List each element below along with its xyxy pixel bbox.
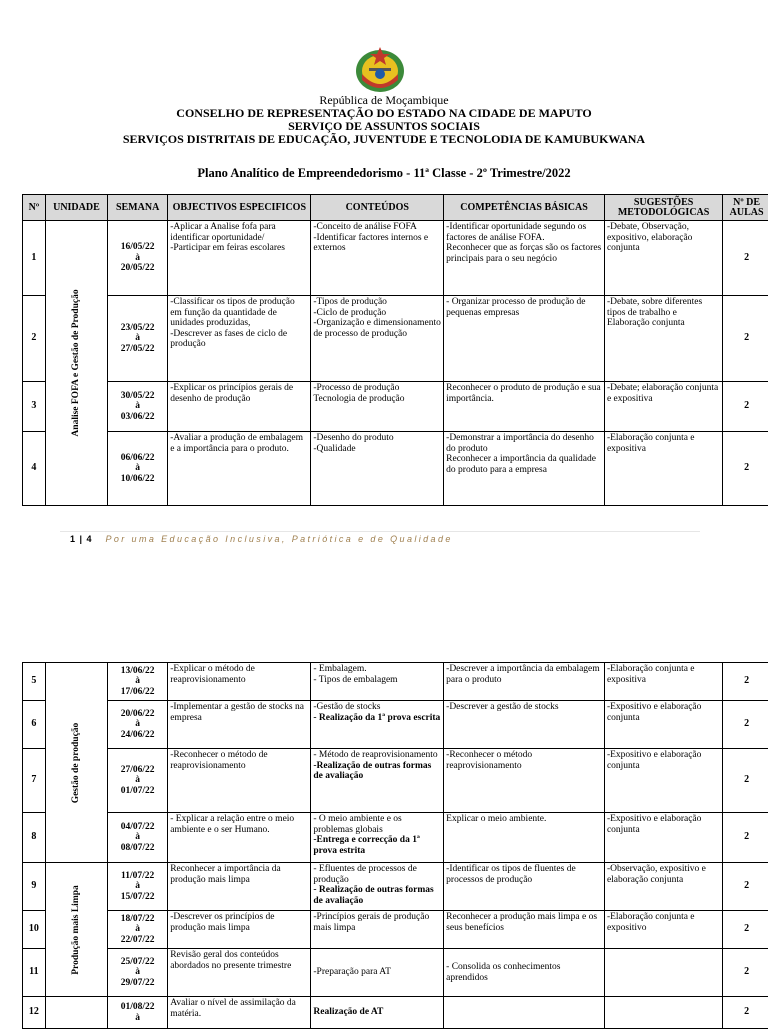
- suggestions-cell: -Expositivo e elaboração conjunta: [604, 749, 722, 813]
- plan-table-page-1: [22, 194, 768, 506]
- row-number: 3: [23, 382, 46, 432]
- row-number: 2: [23, 296, 46, 382]
- objectives-cell: -Aplicar a Analise fofa para identificar oportunidade/ -Participar em feiras escolares: [168, 221, 311, 296]
- objectives-cell: -Descrever os princípios de produção mais limpa: [168, 911, 311, 949]
- week-cell: 04/07/22 à 08/07/22: [108, 813, 168, 863]
- contents-cell: -Desenho do produto -Qualidade: [311, 432, 444, 506]
- table-row: [23, 863, 768, 911]
- row-number: 1: [23, 221, 46, 296]
- suggestions-cell: -Expositivo e elaboração conjunta: [604, 813, 722, 863]
- table-row: [23, 749, 768, 813]
- objectives-cell: Reconhecer a importância da produção mais limpa: [168, 863, 311, 911]
- row-number: 12: [23, 997, 46, 1029]
- unit-label: Gestão de produção: [71, 722, 82, 803]
- district-line: SERVIÇOS DISTRITAIS DE EDUCAÇÃO, JUVENTUDE E TECNOLODIA DE KAMUBUKWANA: [0, 133, 768, 146]
- plan-title: Plano Analítico de Empreendedorismo - 11ª Classe - 2º Trimestre/2022: [0, 166, 768, 181]
- table-header-row: [23, 195, 768, 221]
- lessons-cell: 2: [723, 296, 768, 382]
- week-cell: 20/06/22 à 24/06/22: [108, 701, 168, 749]
- column-header: SUGESTÕES METODOLÓGICAS: [604, 195, 722, 221]
- competencies-cell: Explicar o meio ambiente.: [444, 813, 605, 863]
- suggestions-cell: -Observação, expositivo e elaboração conjunta: [604, 863, 722, 911]
- column-header: COMPETÊNCIAS BÁSICAS: [444, 195, 605, 221]
- table-row: [23, 296, 768, 382]
- contents-text: - O meio ambiente e os problemas globais: [313, 814, 441, 835]
- competencies-cell: - Organizar processo de produção de pequenas empresas: [444, 296, 605, 382]
- document-page-2: [0, 660, 768, 1024]
- contents-text: - Efluentes de processos de produção: [313, 864, 441, 885]
- row-number: 9: [23, 863, 46, 911]
- objectives-cell: -Reconhecer o método de reaprovisionamento: [168, 749, 311, 813]
- objectives-cell: -Avaliar a produção de embalagem e a importância para o produto.: [168, 432, 311, 506]
- row-number: 11: [23, 949, 46, 997]
- objectives-cell: -Explicar os princípios gerais de desenho de produção: [168, 382, 311, 432]
- objectives-cell: - Explicar a relação entre o meio ambiente e o ser Humano.: [168, 813, 311, 863]
- council-line: CONSELHO DE REPRESENTAÇÃO DO ESTADO NA CIDADE DE MAPUTO: [0, 107, 768, 120]
- suggestions-cell: -Expositivo e elaboração conjunta: [604, 701, 722, 749]
- contents-text: - Método de reaprovisionamento: [313, 750, 441, 761]
- suggestions-cell: -Elaboração conjunta e expositiva: [604, 432, 722, 506]
- lessons-cell: 2: [723, 749, 768, 813]
- suggestions-cell: -Elaboração conjunta e expositiva: [604, 663, 722, 701]
- week-cell: 25/07/22 à 29/07/22: [108, 949, 168, 997]
- week-cell: 23/05/22 à 27/05/22: [108, 296, 168, 382]
- contents-bold-text: -Entrega e correcção da 1ª prova estrita: [313, 835, 441, 856]
- objectives-cell: -Classificar os tipos de produção em função da quantidade de unidades produzidas, -Descrever as fases de ciclo de produção: [168, 296, 311, 382]
- unit-cell: [45, 221, 107, 506]
- column-header: OBJECTIVOS ESPECIFICOS: [168, 195, 311, 221]
- competencies-cell: -Descrever a importância da embalagem para o produto: [444, 663, 605, 701]
- contents-bold-text: -Realização de outras formas de avaliação: [313, 761, 441, 782]
- unit-label: Analise FOFA e Gestão de Produção: [71, 289, 82, 436]
- row-number: 6: [23, 701, 46, 749]
- column-header: Nº: [23, 195, 46, 221]
- lessons-cell: 2: [723, 997, 768, 1029]
- lessons-cell: 2: [723, 701, 768, 749]
- contents-cell: -Tipos de produção -Ciclo de produção -Organização e dimensionamento de processo de produção: [311, 296, 444, 382]
- competencies-cell: -Identificar oportunidade segundo os factores de análise FOFA. Reconhecer que as forças são os factores principais para o seu negócio: [444, 221, 605, 296]
- table-row: [23, 221, 768, 296]
- unit-cell: [45, 863, 107, 997]
- suggestions-cell: -Debate; elaboração conjunta e expositiva: [604, 382, 722, 432]
- plan-table-page-2: [22, 662, 768, 1029]
- row-number: 4: [23, 432, 46, 506]
- row-number: 5: [23, 663, 46, 701]
- competencies-cell: Reconhecer a produção mais limpa e os seus benefícios: [444, 911, 605, 949]
- contents-cell: -Processo de produção Tecnologia de produção: [311, 382, 444, 432]
- week-cell: 01/08/22 à: [108, 997, 168, 1029]
- lessons-cell: 2: [723, 221, 768, 296]
- contents-cell: [311, 863, 444, 911]
- column-header: UNIDADE: [45, 195, 107, 221]
- competencies-cell: -Descrever a gestão de stocks: [444, 701, 605, 749]
- table-row: [23, 949, 768, 997]
- contents-cell: [311, 701, 444, 749]
- contents-cell: [311, 749, 444, 813]
- row-number: 7: [23, 749, 46, 813]
- row-number: 8: [23, 813, 46, 863]
- lessons-cell: 2: [723, 863, 768, 911]
- page-number: 1 | 4: [70, 534, 93, 544]
- table-row: [23, 813, 768, 863]
- contents-bold-text: Realização de AT: [313, 1007, 441, 1018]
- unit-cell: [45, 663, 107, 863]
- objectives-cell: Avaliar o nível de assimilação da matéria.: [168, 997, 311, 1029]
- week-cell: 13/06/22 à 17/06/22: [108, 663, 168, 701]
- competencies-cell: -Identificar os tipos de fluentes de processos de produção: [444, 863, 605, 911]
- suggestions-cell: [604, 949, 722, 997]
- table-row: [23, 382, 768, 432]
- table-row: [23, 701, 768, 749]
- lessons-cell: 2: [723, 949, 768, 997]
- week-cell: 11/07/22 à 15/07/22: [108, 863, 168, 911]
- suggestions-cell: -Debate, sobre diferentes tipos de trabalho e Elaboração conjunta: [604, 296, 722, 382]
- suggestions-cell: -Debate, Observação, expositivo, elaboração conjunta: [604, 221, 722, 296]
- contents-bold-text: - Realização de outras formas de avaliação: [313, 885, 441, 906]
- lessons-cell: 2: [723, 432, 768, 506]
- mozambique-emblem-icon: [353, 44, 407, 94]
- page-gap: [0, 560, 768, 660]
- week-cell: 16/05/22 à 20/05/22: [108, 221, 168, 296]
- contents-bold-text: - Realização da 1ª prova escrita: [313, 713, 441, 724]
- contents-cell: - Embalagem. - Tipos de embalagem: [311, 663, 444, 701]
- contents-cell: [311, 813, 444, 863]
- week-cell: 18/07/22 à 22/07/22: [108, 911, 168, 949]
- week-cell: 27/06/22 à 01/07/22: [108, 749, 168, 813]
- competencies-cell: - Consolida os conhecimentos aprendidos: [444, 949, 605, 997]
- lessons-cell: 2: [723, 663, 768, 701]
- competencies-cell: Reconhecer o produto de produção e sua importância.: [444, 382, 605, 432]
- table-row: [23, 911, 768, 949]
- objectives-cell: -Explicar o método de reaprovisionamento: [168, 663, 311, 701]
- contents-cell: -Conceito de análise FOFA -Identificar factores internos e externos: [311, 221, 444, 296]
- contents-text: -Gestão de stocks: [313, 702, 441, 713]
- row-number: 10: [23, 911, 46, 949]
- contents-cell: -Preparação para AT: [311, 949, 444, 997]
- table-row: [23, 663, 768, 701]
- objectives-cell: Revisão geral dos conteúdos abordados no presente trimestre: [168, 949, 311, 997]
- republic-line: República de Moçambique: [0, 94, 768, 107]
- objectives-cell: -Implementar a gestão de stocks na empresa: [168, 701, 311, 749]
- suggestions-cell: -Elaboração conjunta e expositivo: [604, 911, 722, 949]
- footer-divider: [60, 531, 700, 532]
- competencies-cell: -Demonstrar a importância do desenho do produto Reconhecer a importância da qualidade do produto para a empresa: [444, 432, 605, 506]
- lessons-cell: 2: [723, 911, 768, 949]
- page-footer: [70, 534, 453, 544]
- week-cell: 30/05/22 à 03/06/22: [108, 382, 168, 432]
- lessons-cell: 2: [723, 813, 768, 863]
- footer-motto: Por uma Educação Inclusiva, Patriótica e de Qualidade: [105, 534, 452, 544]
- service-line: SERVIÇO DE ASSUNTOS SOCIAIS: [0, 120, 768, 133]
- column-header: Nº DE AULAS: [723, 195, 768, 221]
- lessons-cell: 2: [723, 382, 768, 432]
- week-cell: 06/06/22 à 10/06/22: [108, 432, 168, 506]
- column-header: SEMANA: [108, 195, 168, 221]
- unit-label: Produção mais Limpa: [71, 885, 82, 975]
- table-row: [23, 432, 768, 506]
- competencies-cell: -Reconhecer o método reaprovisionamento: [444, 749, 605, 813]
- column-header: CONTEÚDOS: [311, 195, 444, 221]
- contents-cell: -Princípios gerais de produção mais limpa: [311, 911, 444, 949]
